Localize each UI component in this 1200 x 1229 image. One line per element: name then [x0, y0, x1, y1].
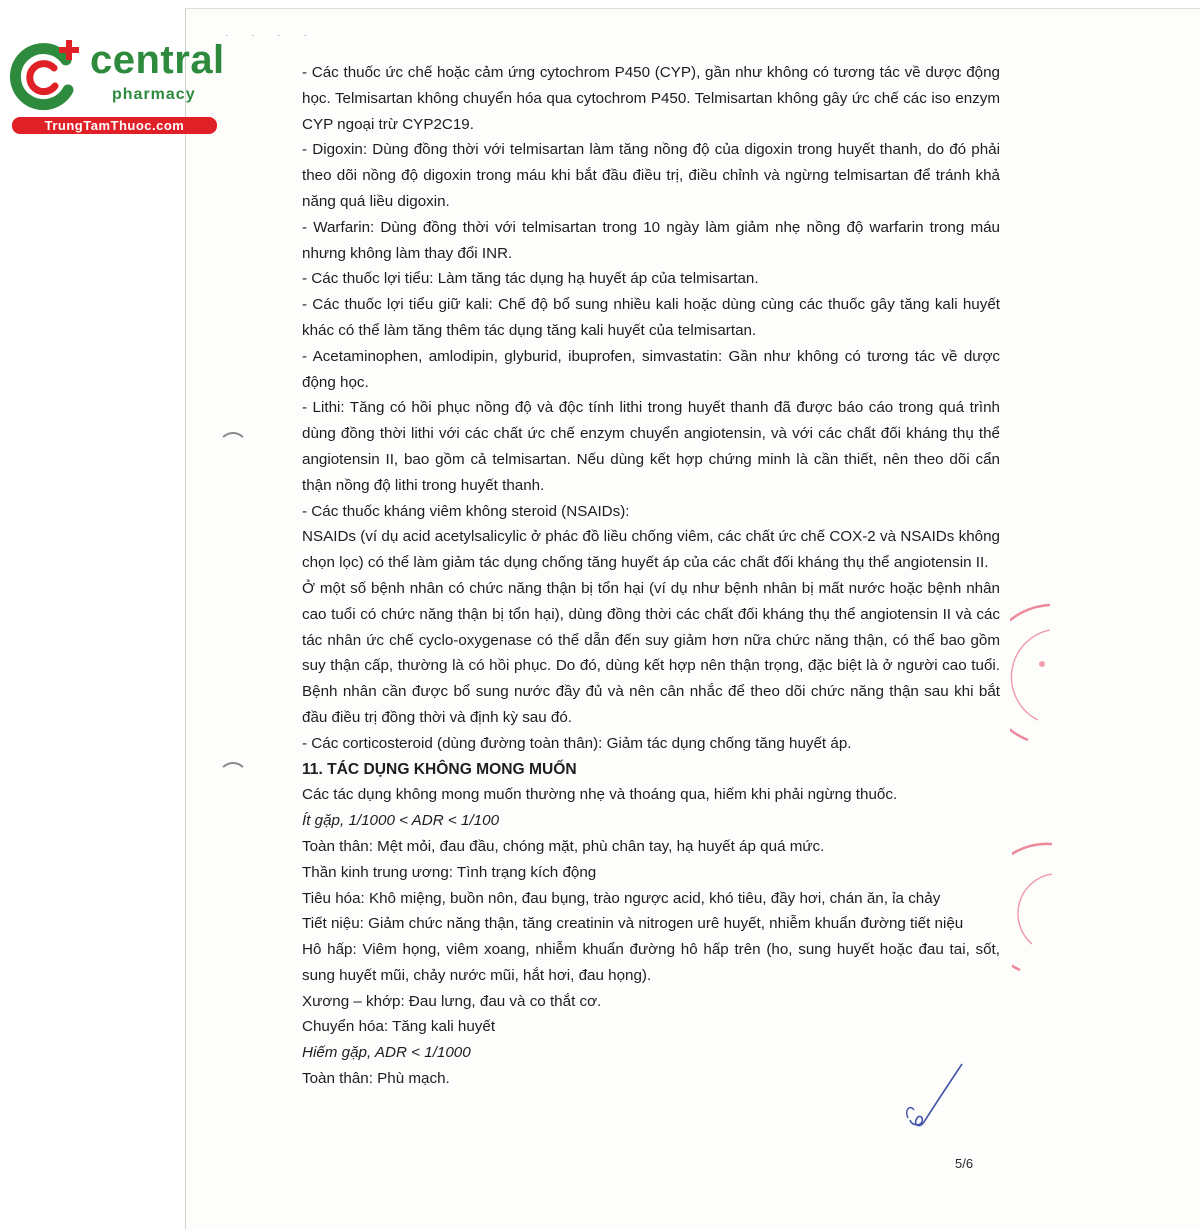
adr-item: Hô hấp: Viêm họng, viêm xoang, nhiễm khuẩn đường hô hấp trên (ho, sung huyết hoặc đau tai, sốt, sung huyết mũi, chảy nước mũi, hắt hơi, đau họng).: [302, 941, 1000, 984]
paragraph: - Digoxin: Dùng đồng thời với telmisartan làm tăng nồng độ của digoxin trong huyết thanh, do đó phải theo dõi nồng độ digoxin trong máu khi bắt đầu điều trị, điều chỉnh và ngừng telmisartan để tránh khả năng quá liều digoxin.: [302, 141, 1000, 210]
paragraph: NSAIDs (ví dụ acid acetylsalicylic ở phác đồ liều chống viêm, các chất ức chế COX-2 và NSAIDs không chọn lọc) có thể làm giảm tác dụng chống tăng huyết áp của các chất đối kháng thụ thể angiotensin II.: [302, 528, 1000, 572]
paragraph: - Các thuốc ức chế hoặc cảm ứng cytochrom P450 (CYP), gần như không có tương tác về dược động học. Telmisartan không chuyển hóa qua cytochrom P450. Telmisartan không gây ức chế các iso enzym CYP ngoại trừ CYP2C19.: [302, 64, 1000, 133]
brand-subtitle: pharmacy: [112, 86, 196, 103]
punch-hole-mark: [218, 762, 248, 792]
red-stamp-fragment: [1010, 600, 1050, 750]
adr-item: Tiết niệu: Giảm chức năng thận, tăng creatinin và nitrogen urê huyết, nhiễm khuẩn đường tiết niệu: [302, 915, 964, 933]
paragraph: - Lithi: Tăng có hồi phục nồng độ và độc tính lithi trong huyết thanh đã được báo cáo trong quá trình dùng đồng thời lithi với các chất ức chế enzym chuyển angiotensin, và với các chất đối kháng thụ thể angiotensin II, bao gồm cả telmisartan. Nếu dùng kết hợp chứng minh là cần thiết, nên theo dõi cẩn thận nồng độ lithi trong huyết thanh.: [302, 399, 1000, 494]
paragraph: - Các thuốc lợi tiểu: Làm tăng tác dụng hạ huyết áp của telmisartan.: [302, 270, 759, 288]
pharmacy-cross-icon: [8, 38, 88, 118]
document-body: [302, 60, 1000, 1092]
adr-item: Toàn thân: Mệt mỏi, đau đầu, chóng mặt, phù chân tay, hạ huyết áp quá mức.: [302, 837, 825, 855]
site-badge: TrungTamThuoc.com: [12, 117, 217, 134]
paragraph: - Các corticosteroid (dùng đường toàn thân): Giảm tác dụng chống tăng huyết áp.: [302, 734, 852, 752]
frequency-label-rare: Hiếm gặp, ADR < 1/1000: [302, 1044, 471, 1062]
paragraph: - Các thuốc kháng viêm không steroid (NSAIDs):: [302, 502, 630, 520]
section-heading: 11. TÁC DỤNG KHÔNG MONG MUỐN: [302, 760, 577, 778]
red-stamp-fragment: [1012, 840, 1052, 980]
paragraph: - Warfarin: Dùng đồng thời với telmisartan trong 10 ngày làm giảm nhẹ nồng độ warfarin trong máu nhưng không làm thay đổi INR.: [302, 218, 1000, 262]
adr-item: Xương – khớp: Đau lưng, đau và co thắt cơ.: [302, 992, 602, 1010]
adr-item: Tiêu hóa: Khô miệng, buồn nôn, đau bụng, trào ngược acid, khó tiêu, đầy hơi, chán ăn, ỉa chảy: [302, 889, 941, 907]
paragraph: - Các thuốc lợi tiểu giữ kali: Chế độ bổ sung nhiều kali hoặc dùng cùng các thuốc gây tăng kali huyết khác có thể làm tăng thêm tác dụng tăng kali huyết của telmisartan.: [302, 296, 1000, 339]
page-number: 5/6: [955, 1156, 974, 1171]
paragraph: Ở một số bệnh nhân có chức năng thận bị tổn hại (ví dụ như bệnh nhân bị mất nước hoặc bệnh nhân cao tuổi có chức năng thận bị tổn hại), dùng đồng thời các chất đối kháng thụ thể angiotensin II và các tác nhân ức chế cyclo-oxygenase có thể dẫn đến suy giảm hơn nữa chức năng thận, có thể bao gồm suy thận cấp, thường là có hồi phục. Do đó, dùng kết hợp nên thận trọng, đặc biệt là ở người cao tuổi. Bệnh nhân cần được bổ sung nước đầy đủ và nên cân nhắc để theo dõi chức năng thận sau khi bắt đầu điều trị đồng thời và định kỳ sau đó.: [302, 579, 1000, 726]
handwritten-signature: [900, 1060, 970, 1135]
adr-item: Toàn thân: Phù mạch.: [302, 1070, 450, 1088]
adr-item: Thần kinh trung ương: Tình trạng kích động: [302, 863, 597, 881]
brand-name: central: [90, 38, 225, 82]
punch-hole-mark: [218, 432, 248, 462]
adr-item: Chuyển hóa: Tăng kali huyết: [302, 1018, 496, 1036]
section-intro: Các tác dụng không mong muốn thường nhẹ và thoáng qua, hiếm khi phải ngừng thuốc.: [302, 786, 898, 804]
paragraph: - Acetaminophen, amlodipin, glyburid, ibuprofen, simvastatin: Gần như không có tương tác về dược động học.: [302, 347, 1000, 391]
frequency-label-uncommon: Ít gặp, 1/1000 < ADR < 1/100: [302, 812, 500, 830]
central-pharmacy-logo: [8, 38, 225, 136]
scan-speckles: · · · ·: [225, 30, 317, 41]
